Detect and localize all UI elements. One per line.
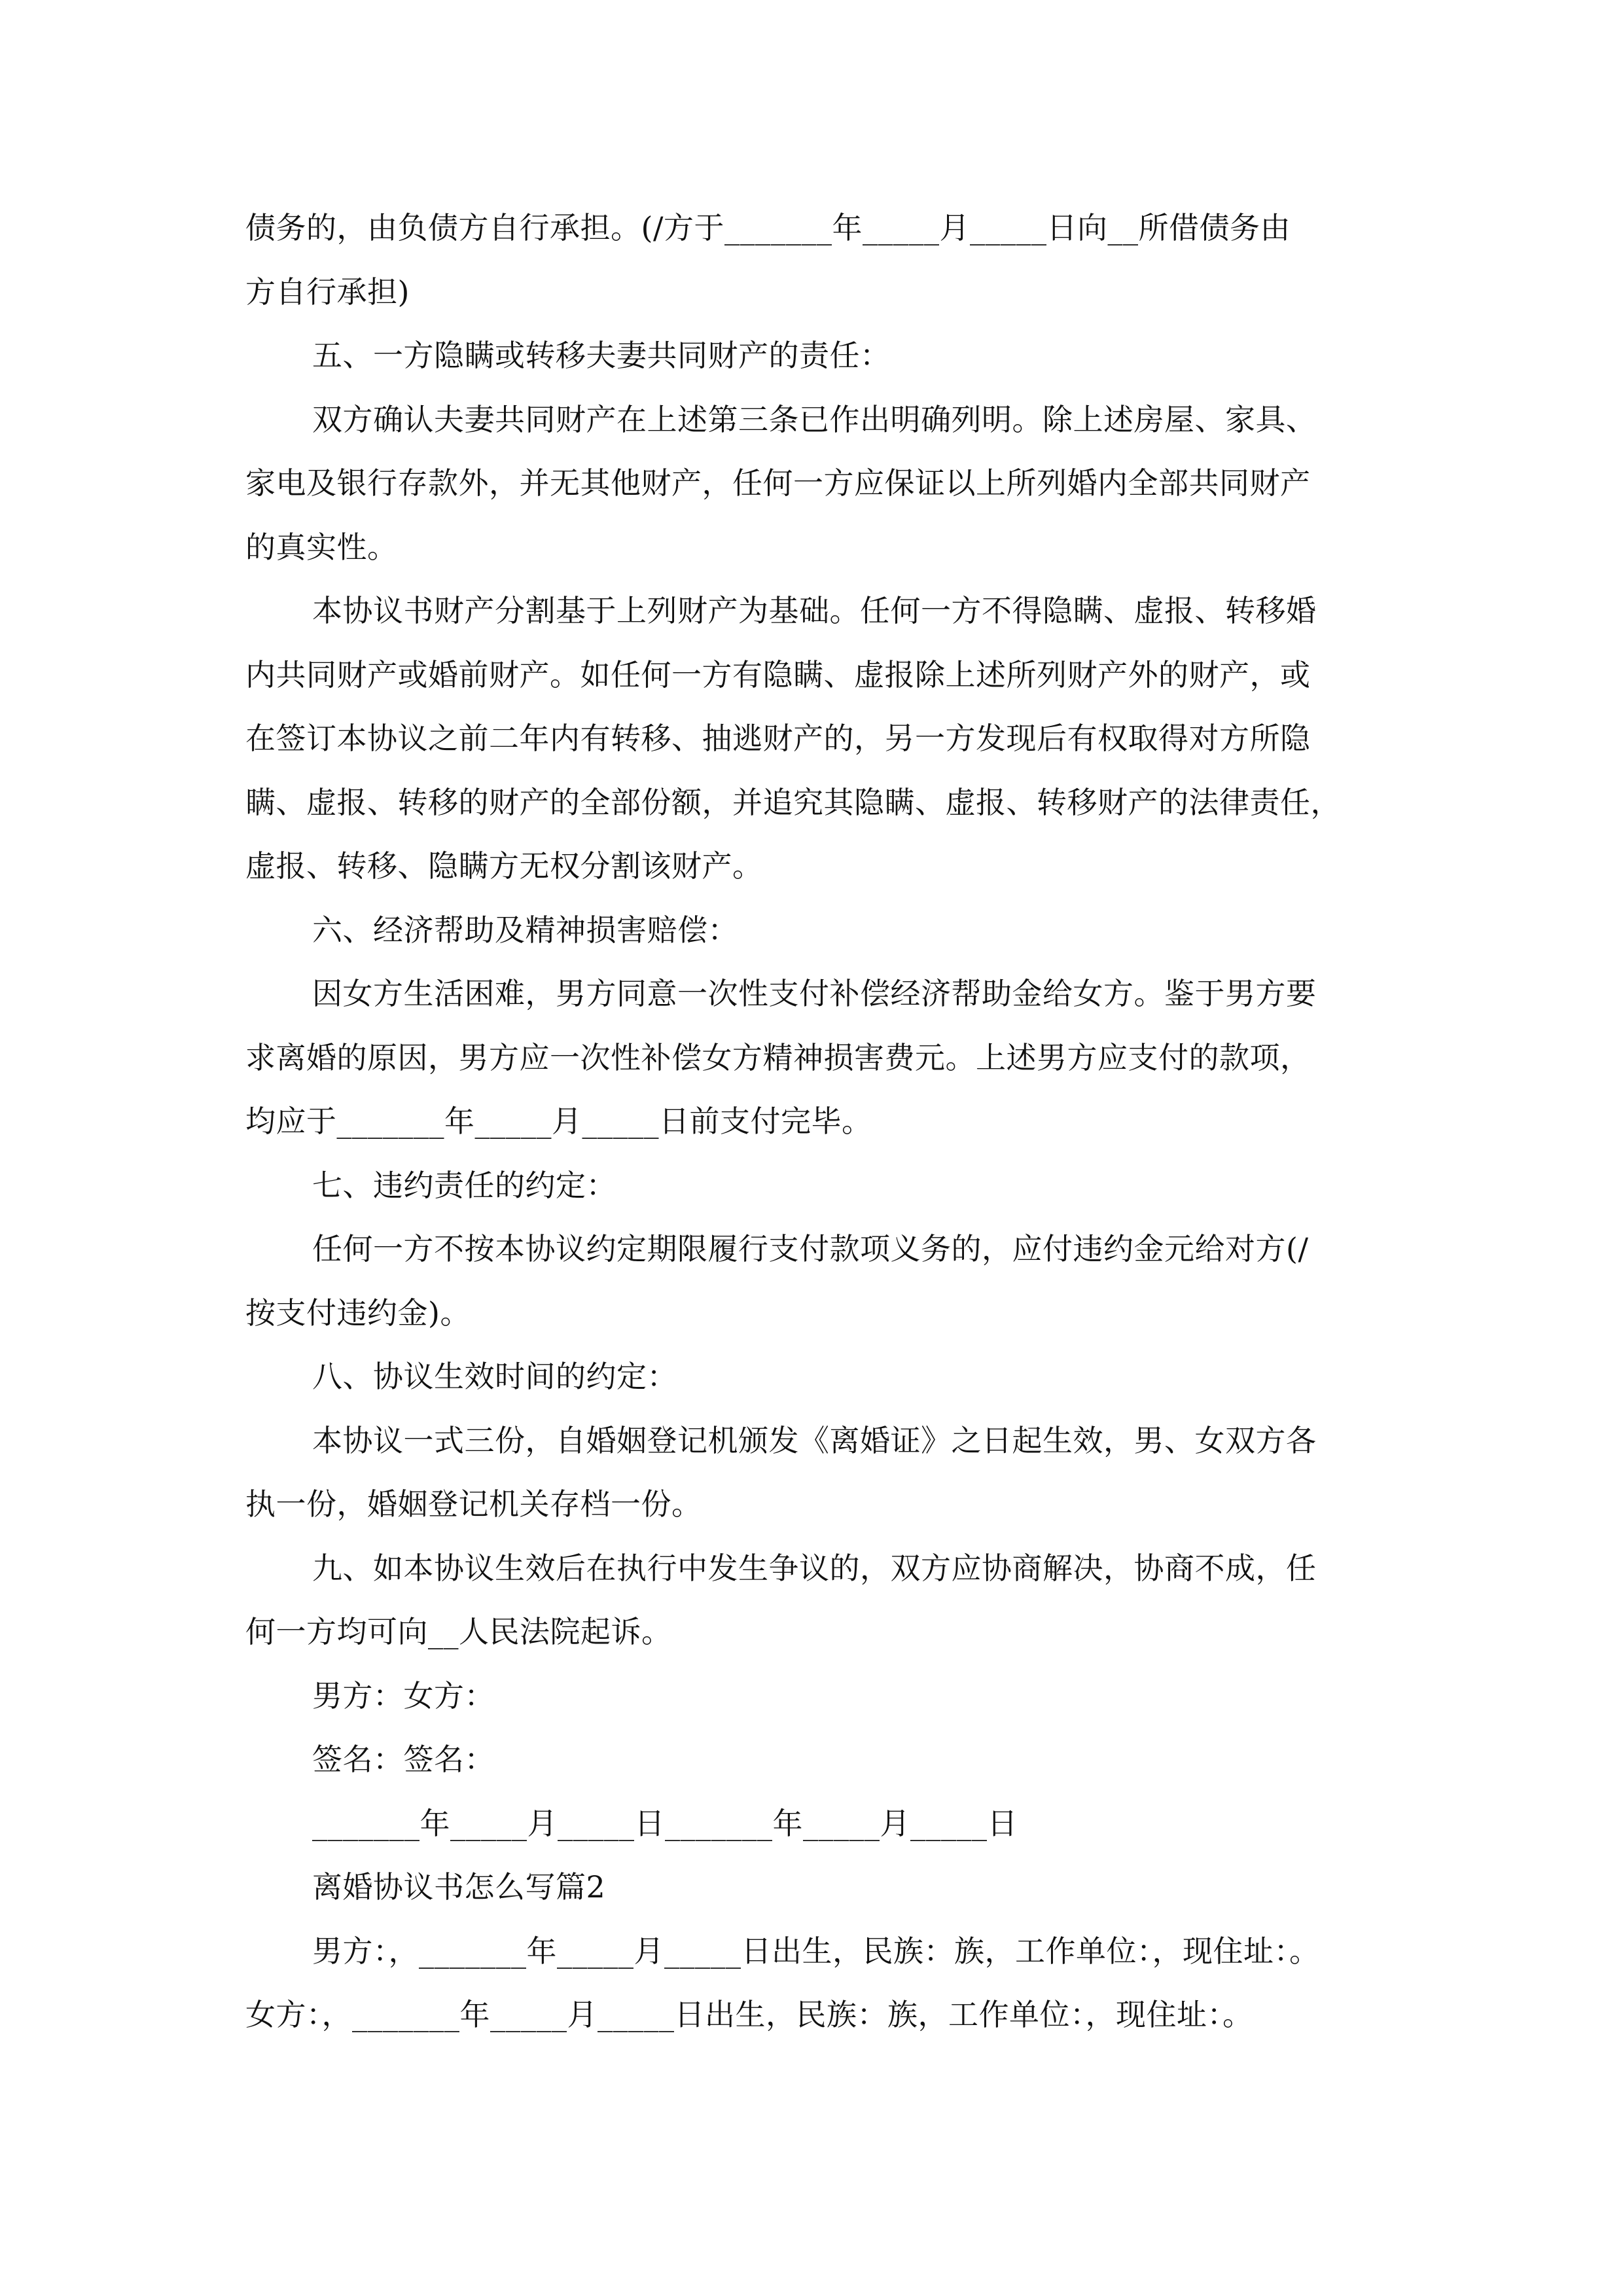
text-line: 何一方均可向__人民法院起诉。 <box>245 1614 672 1649</box>
text-line: 本协议一式三份，自婚姻登记机颁发《离婚证》之日起生效，男、女双方各 <box>312 1422 1317 1458</box>
text-line: 家电及银行存款外，并无其他财产，任何一方应保证以上所列婚内全部共同财产 <box>245 465 1311 501</box>
text-line: 债务的，由负债方自行承担。(/方于_______年_____月_____日向__所借债务由 <box>245 210 1291 245</box>
party-info-female: 女方：，_______年_____月_____日出生，民族：族，工作单位：，现住址：。 <box>245 1997 1253 2032</box>
section-heading: 八、协议生效时间的约定： <box>312 1359 677 1394</box>
article-title: 离婚协议书怎么写篇2 <box>312 1869 606 1905</box>
text-line: 本协议书财产分割基于上列财产为基础。任何一方不得隐瞒、虚报、转移婚 <box>312 593 1317 628</box>
party-info-male: 男方：，_______年_____月_____日出生，民族：族，工作单位：，现住址：。 <box>312 1933 1320 1969</box>
text-line: 求离婚的原因，男方应一次性补偿女方精神损害费元。上述男方应支付的款项， <box>245 1039 1311 1075</box>
text-line: 执一份，婚姻登记机关存档一份。 <box>245 1486 702 1522</box>
text-line: 方自行承担) <box>245 274 410 310</box>
document-page <box>245 196 1410 2047</box>
text-line: 因女方生活困难，男方同意一次性支付补偿经济帮助金给女方。鉴于男方要 <box>312 976 1317 1011</box>
text-line: 瞒、虚报、转移的财产的全部份额，并追究其隐瞒、虚报、转移财产的法律责任， <box>245 784 1341 820</box>
signature-date: _______年_____月_____日_______年_____月_____日 <box>312 1805 1018 1841</box>
text-line: 任何一方不按本协议约定期限履行支付款项义务的，应付违约金元给对方(/ <box>312 1231 1309 1266</box>
signature-parties: 男方：女方： <box>312 1677 495 1713</box>
text-line: 在签订本协议之前二年内有转移、抽逃财产的，另一方发现后有权取得对方所隐 <box>245 721 1311 756</box>
text-line: 均应于_______年_____月_____日前支付完毕。 <box>245 1103 872 1139</box>
text-line: 虚报、转移、隐瞒方无权分割该财产。 <box>245 848 763 884</box>
section-heading: 六、经济帮助及精神损害赔偿： <box>312 912 738 948</box>
text-line: 的真实性。 <box>245 529 398 565</box>
text-line: 双方确认夫妻共同财产在上述第三条已作出明确列明。除上述房屋、家具、 <box>312 401 1317 437</box>
text-line: 按支付违约金)。 <box>245 1295 471 1331</box>
section-heading: 五、一方隐瞒或转移夫妻共同财产的责任： <box>312 338 891 373</box>
signature-line: 签名：签名： <box>312 1742 495 1777</box>
section-heading: 九、如本协议生效后在执行中发生争议的，双方应协商解决，协商不成，任 <box>312 1550 1317 1586</box>
section-heading: 七、违约责任的约定： <box>312 1167 616 1203</box>
text-line: 内共同财产或婚前财产。如任何一方有隐瞒、虚报除上述所列财产外的财产，或 <box>245 656 1311 692</box>
